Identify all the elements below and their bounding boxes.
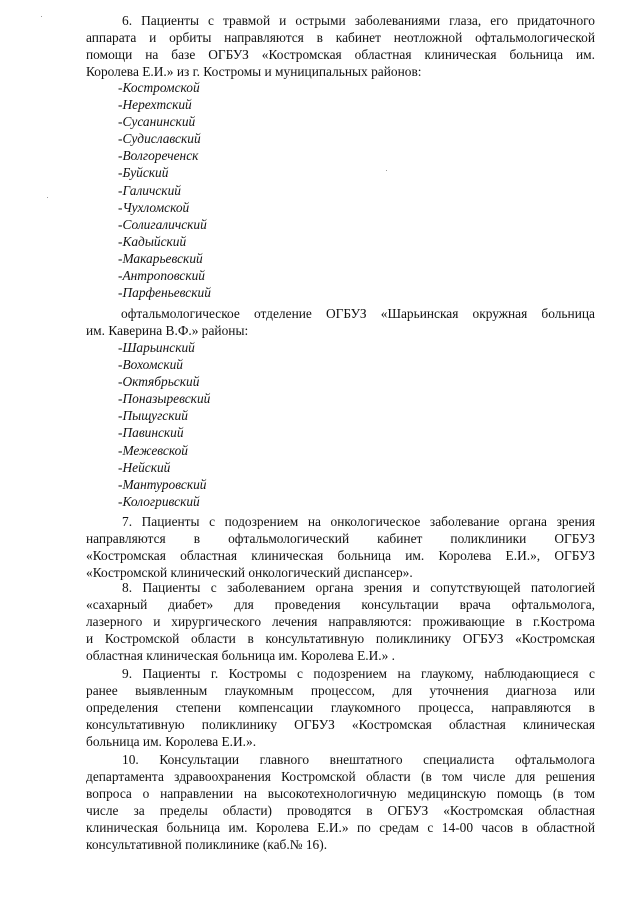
paragraph-7 <box>86 513 595 581</box>
paragraph-line: «сахарный диабет» для проведения консультации врача офтальмолога, <box>86 597 595 612</box>
district-item: -Солигаличский <box>118 216 207 232</box>
district-item: -Поназыревский <box>118 391 211 407</box>
district-item: -Вохомский <box>118 357 184 373</box>
scan-speck <box>41 16 42 17</box>
paragraph-line: 6. Пациенты с травмой и острыми заболеваниями глаза, его придаточного <box>122 13 595 28</box>
paragraph-line: 8. Пациенты с заболеванием органа зрения и сопутствующей патологией <box>122 580 595 595</box>
paragraph-line: департамента здравоохранения Костромской области (в том числе для решения <box>86 769 595 784</box>
paragraph-line: 7. Пациенты с подозрением на онкологическое заболевание органа зрения <box>122 514 595 529</box>
paragraph-line: и Костромской области в консультативную поликлинику ОГБУЗ «Костромская <box>86 631 595 646</box>
paragraph-line: «Костромская областная клиническая больница им. Королева Е.И.», ОГБУЗ <box>86 548 595 563</box>
district-list-sharya <box>118 339 210 510</box>
district-item: -Пыщугский <box>118 408 188 424</box>
district-item: -Буйский <box>118 165 169 181</box>
paragraph-6 <box>86 12 595 80</box>
paragraph-line: определения степени компенсации глаукомного процесса, направляются в <box>86 700 595 715</box>
paragraph-line: помощи на базе ОГБУЗ «Костромская областная клиническая больница им. <box>86 47 595 62</box>
district-item: -Межевской <box>118 442 188 458</box>
paragraph-line: «Костромской клинический онкологический диспансер». <box>86 565 413 580</box>
district-item: -Парфеньевский <box>118 285 211 301</box>
district-item: -Нерехтский <box>118 97 192 113</box>
district-item: -Сусанинский <box>118 114 196 130</box>
scan-speck <box>386 170 387 171</box>
scan-speck <box>47 197 48 198</box>
paragraph-10 <box>86 751 595 853</box>
district-item: -Судиславский <box>118 131 201 147</box>
district-item: -Нейский <box>118 459 171 475</box>
paragraph-line: им. Каверина В.Ф.» районы: <box>86 323 249 338</box>
paragraph-line: числе за пределы области) проводятся в ОГБУЗ «Костромская областная <box>86 803 595 818</box>
district-item: -Галичский <box>118 182 181 198</box>
paragraph-line: 9. Пациенты г. Костромы с подозрением на глаукому, наблюдающиеся с <box>122 666 595 681</box>
paragraph-9 <box>86 665 595 750</box>
paragraph-line: лазерного и хирургического лечения направляются: проживающие в г.Кострома <box>86 614 595 629</box>
district-item: -Кологривский <box>118 493 200 509</box>
district-item: -Павинский <box>118 425 184 441</box>
paragraph-line: ранее выявленным глаукомным процессом, для уточнения диагноза или <box>86 683 595 698</box>
district-list-kostroma <box>118 79 211 301</box>
district-item: -Октябрьский <box>118 374 200 390</box>
paragraph-line: клиническая больница им. Королева Е.И.» по средам с 14-00 часов в областной <box>86 820 595 835</box>
paragraph-line: областная клиническая больница им. Королева Е.И.» . <box>86 648 396 663</box>
district-item: -Волгореченск <box>118 148 199 164</box>
sharya-department-paragraph <box>86 305 595 339</box>
district-item: -Антроповский <box>118 268 205 284</box>
district-item: -Костромской <box>118 80 200 95</box>
district-item: -Кадыйский <box>118 233 187 249</box>
paragraph-8 <box>86 579 595 664</box>
paragraph-line: вопроса о направлении на высокотехнологичную медицинскую помощь (в том <box>86 786 595 801</box>
paragraph-line: больница им. Королева Е.И.». <box>86 734 257 749</box>
district-item: -Макарьевский <box>118 250 203 266</box>
paragraph-line: консультативную поликлинику ОГБУЗ «Костромская областная клиническая <box>86 717 595 732</box>
district-item: -Шарьинский <box>118 340 195 355</box>
paragraph-line: аппарата и орбиты направляются в кабинет неотложной офтальмологической <box>86 30 595 45</box>
paragraph-line: направляются в офтальмологический кабинет поликлиники ОГБУЗ <box>86 531 595 546</box>
paragraph-line: 10. Консультации главного внештатного специалиста офтальмолога <box>122 752 595 767</box>
district-item: -Мантуровский <box>118 476 207 492</box>
district-item: -Чухломской <box>118 199 190 215</box>
paragraph-line: консультативной поликлинике (каб.№ 16). <box>86 837 328 852</box>
paragraph-line: офтальмологическое отделение ОГБУЗ «Шарьинская окружная больница <box>121 306 595 321</box>
paragraph-line: Королева Е.И.» из г. Костромы и муниципальных районов: <box>86 64 422 79</box>
